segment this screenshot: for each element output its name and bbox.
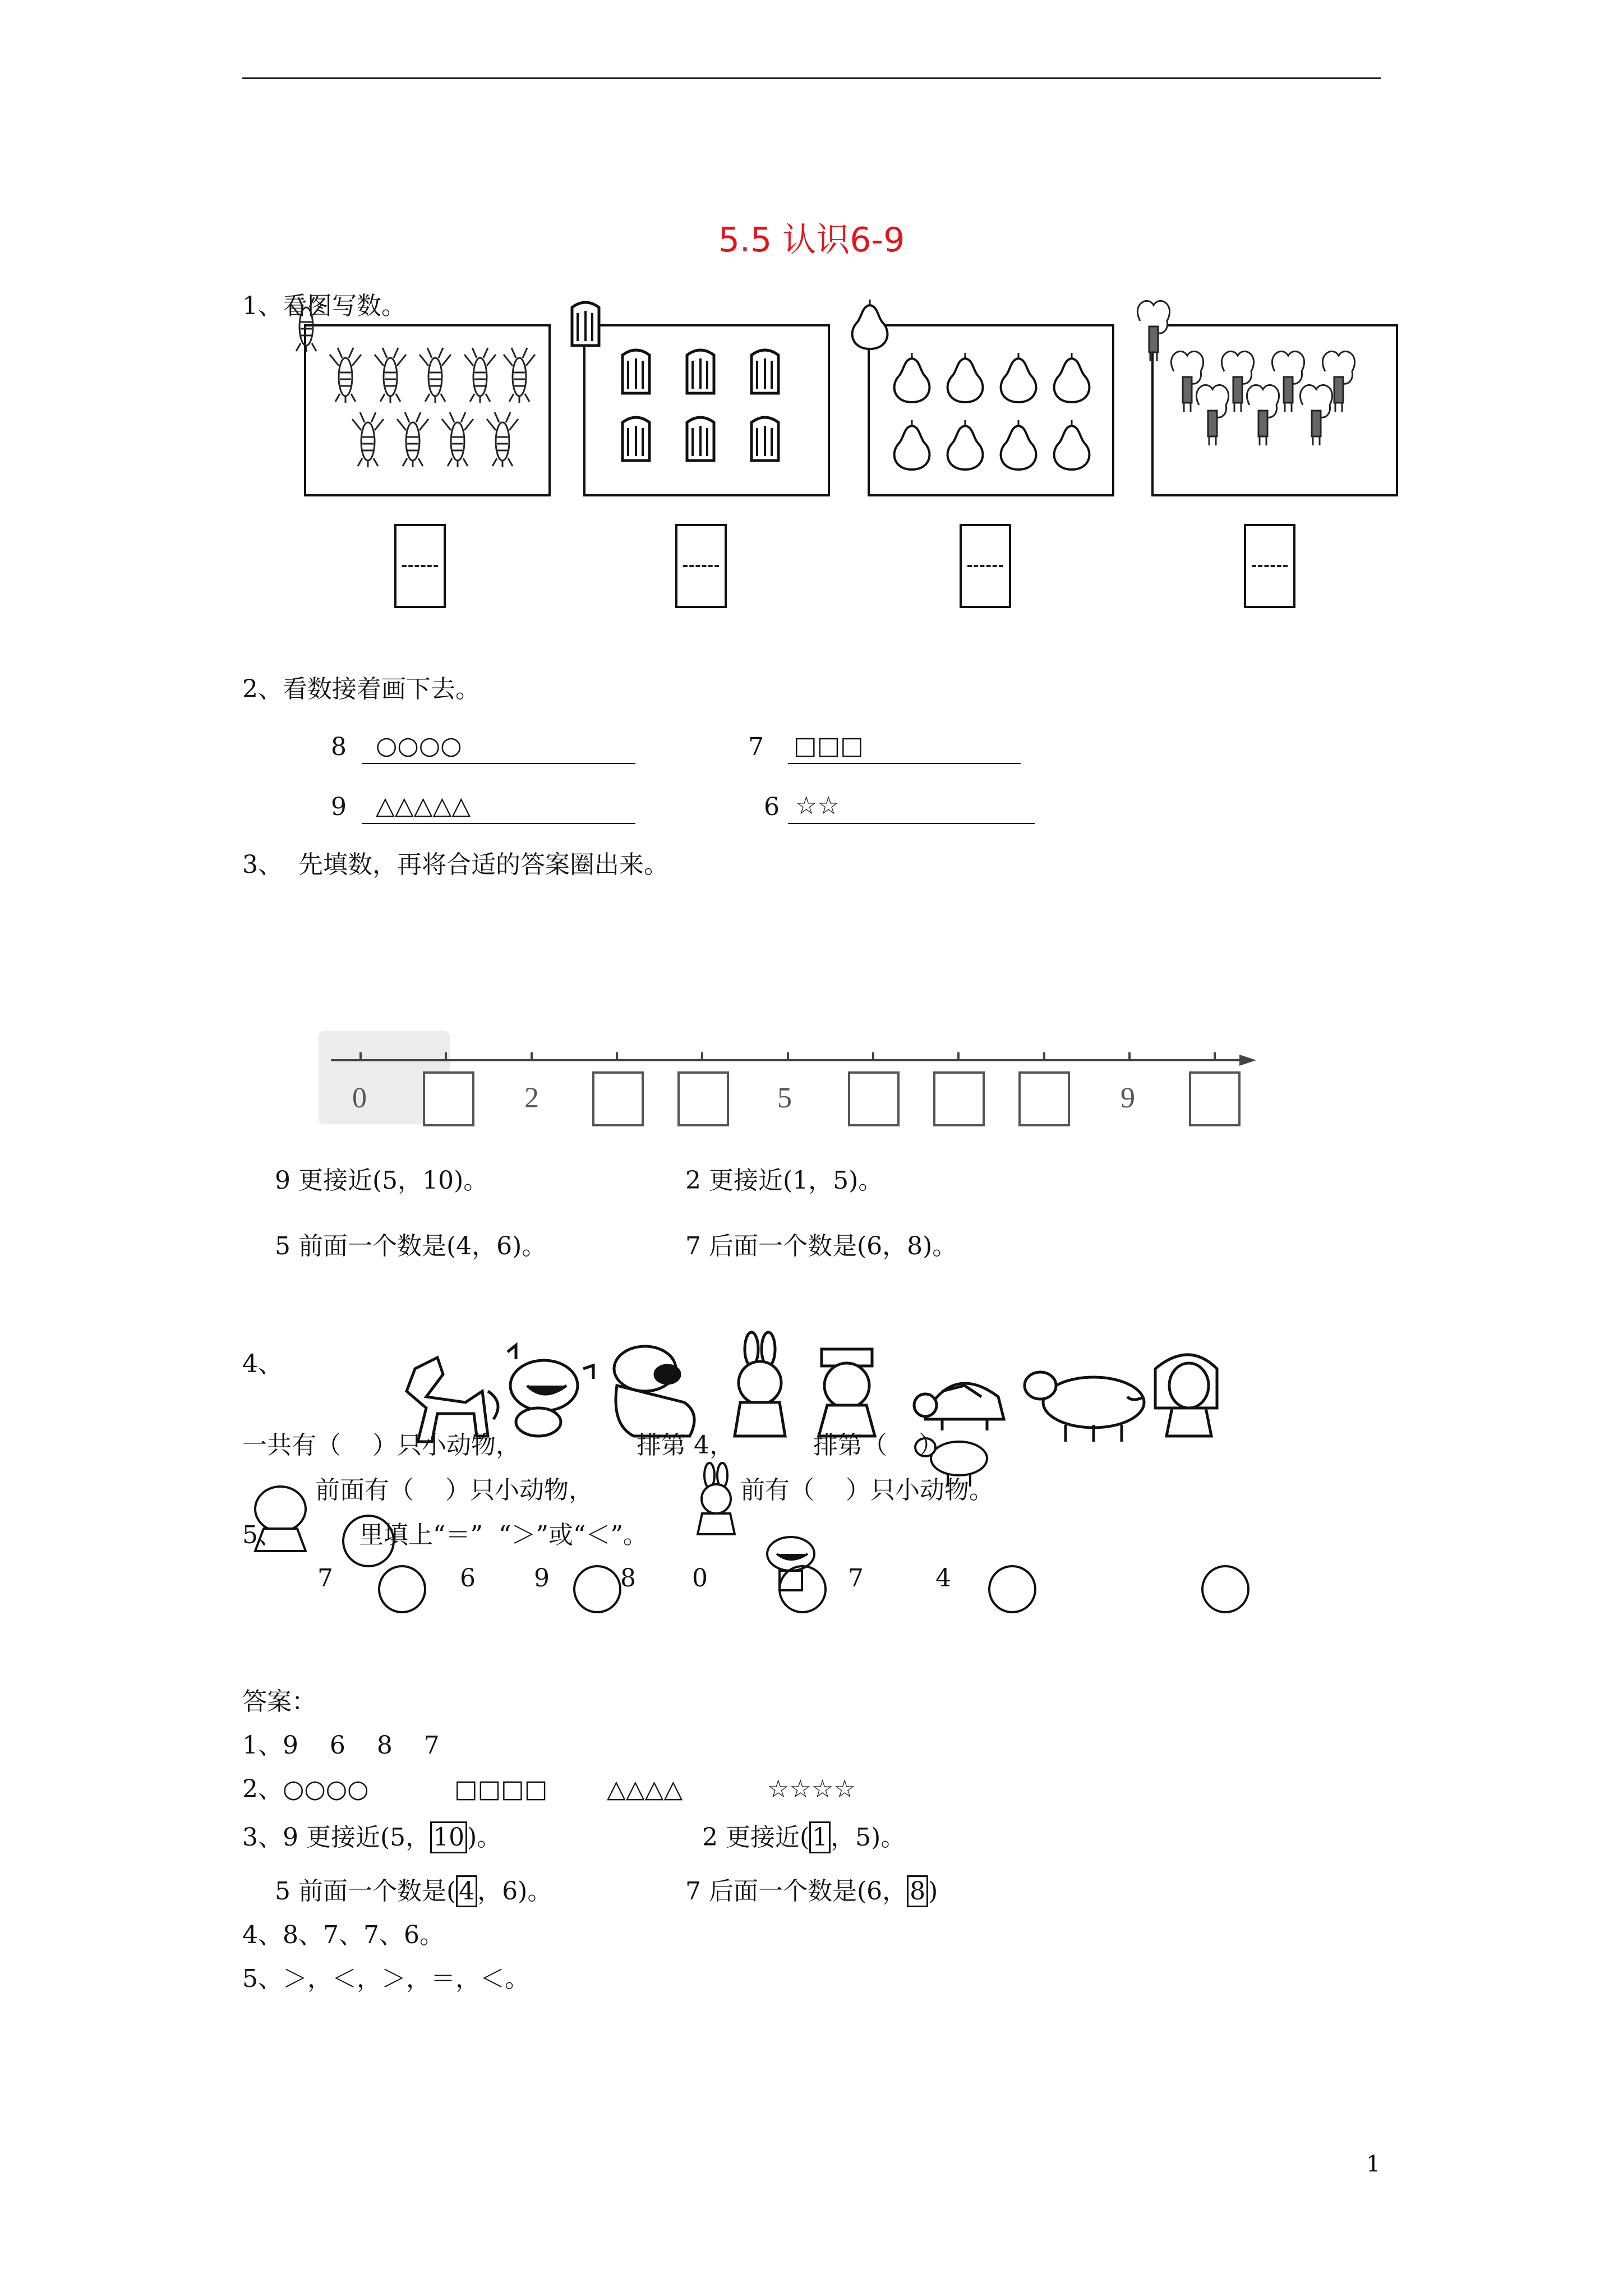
q5-instruction: 里填上“＝” “＞”或“＜”。 xyxy=(359,1521,648,1549)
q4-line2-b: 前有（ ）只小动物。 xyxy=(740,1476,994,1504)
q5-val-7: 4 xyxy=(935,1564,951,1593)
q3-heading: 3、 先填数，再将合适的答案圈出来。 xyxy=(242,850,668,879)
q3-line2-b: 7 后面一个数是(6，8)。 xyxy=(685,1232,957,1260)
singing-dog-icon xyxy=(508,1345,593,1436)
answer-3-line2-a: 5 前面一个数是( 4 ，6)。 xyxy=(275,1879,552,1904)
q5-val-3: 9 xyxy=(534,1564,550,1593)
q5-val-1: 7 xyxy=(317,1564,333,1593)
page-number: 1 xyxy=(1366,2151,1381,2177)
q1-heading: 1、看图写数。 xyxy=(242,292,406,320)
q2-num-6: 6 xyxy=(764,793,780,821)
q5-val-4: 8 xyxy=(620,1564,636,1593)
rabbit-small-icon xyxy=(698,1463,735,1534)
sheep-icon xyxy=(1025,1372,1144,1442)
q2-num-7: 7 xyxy=(748,733,764,761)
answer-1: 1、9 6 8 7 xyxy=(242,1731,440,1760)
dog-icon xyxy=(614,1346,694,1436)
q2-shapes-9: △△△△△ xyxy=(376,792,471,820)
q3-line1-a: 9 更接近(5，10)。 xyxy=(275,1166,488,1195)
q2-num-9: 9 xyxy=(331,793,347,821)
q5-circle-4[interactable] xyxy=(988,1565,1036,1613)
answer-2-stars: ☆☆☆☆ xyxy=(767,1775,856,1803)
q4-line2-a: 前面有（ ）只小动物， xyxy=(315,1476,593,1504)
answer-5: 5、＞，＜，＞，＝，＜。 xyxy=(242,1964,529,1993)
q5-circle-3[interactable] xyxy=(778,1565,827,1613)
q5-num: 5、 xyxy=(242,1521,283,1549)
q5-circle-1[interactable] xyxy=(378,1565,426,1613)
answer-4: 4、8、7、7、6。 xyxy=(242,1921,444,1949)
answer-2-circles: 2、○○○○ xyxy=(242,1775,369,1803)
q2-shapes-8: ○○○○ xyxy=(376,731,462,760)
q2-shapes-6: ☆☆ xyxy=(795,792,840,820)
q2-shapes-7: □□□ xyxy=(794,731,864,760)
q5-circle-2[interactable] xyxy=(573,1565,621,1613)
q2-heading: 2、看数接着画下去。 xyxy=(242,675,480,703)
q2-num-8: 8 xyxy=(331,733,347,761)
q3-line2-a: 5 前面一个数是(4，6)。 xyxy=(275,1232,547,1260)
nl-label-0: 0 xyxy=(352,1082,367,1114)
q5-circle-5[interactable] xyxy=(1201,1565,1249,1613)
answer-3-line1-b: 2 更接近( 1 ，5)。 xyxy=(702,1825,905,1850)
nl-label-2: 2 xyxy=(524,1082,539,1114)
nl-label-9: 9 xyxy=(1121,1082,1135,1114)
turtle-icon xyxy=(914,1383,1004,1430)
horse-icon xyxy=(407,1358,498,1442)
cat-icon xyxy=(819,1349,875,1436)
answers-heading: 答案： xyxy=(242,1687,316,1716)
q4-num: 4、 xyxy=(242,1350,283,1378)
q4-line1-c: 排第（ ） xyxy=(813,1431,943,1460)
q4-line1-b: 排第 4， xyxy=(637,1431,734,1460)
q5-val-2: 6 xyxy=(460,1564,476,1593)
page-title: 5.5 认识6-9 xyxy=(718,220,905,260)
answer-2-triangles: △△△△ xyxy=(607,1775,683,1803)
answer-2-squares: □□□□ xyxy=(454,1775,548,1803)
q5-val-5: 0 xyxy=(692,1564,708,1593)
nl-label-5: 5 xyxy=(777,1082,792,1114)
q5-val-6: 7 xyxy=(848,1564,864,1593)
rabbit-icon xyxy=(735,1332,785,1436)
answer-3-line1-a: 3、9 更接近(5， 10 )。 xyxy=(242,1825,501,1850)
q4-line1-a: 一共有（ ）只小动物， xyxy=(242,1431,520,1460)
answer-3-line2-b: 7 后面一个数是(6， 8 ) xyxy=(685,1879,938,1904)
q3-line1-b: 2 更接近(1，5)。 xyxy=(685,1166,883,1195)
